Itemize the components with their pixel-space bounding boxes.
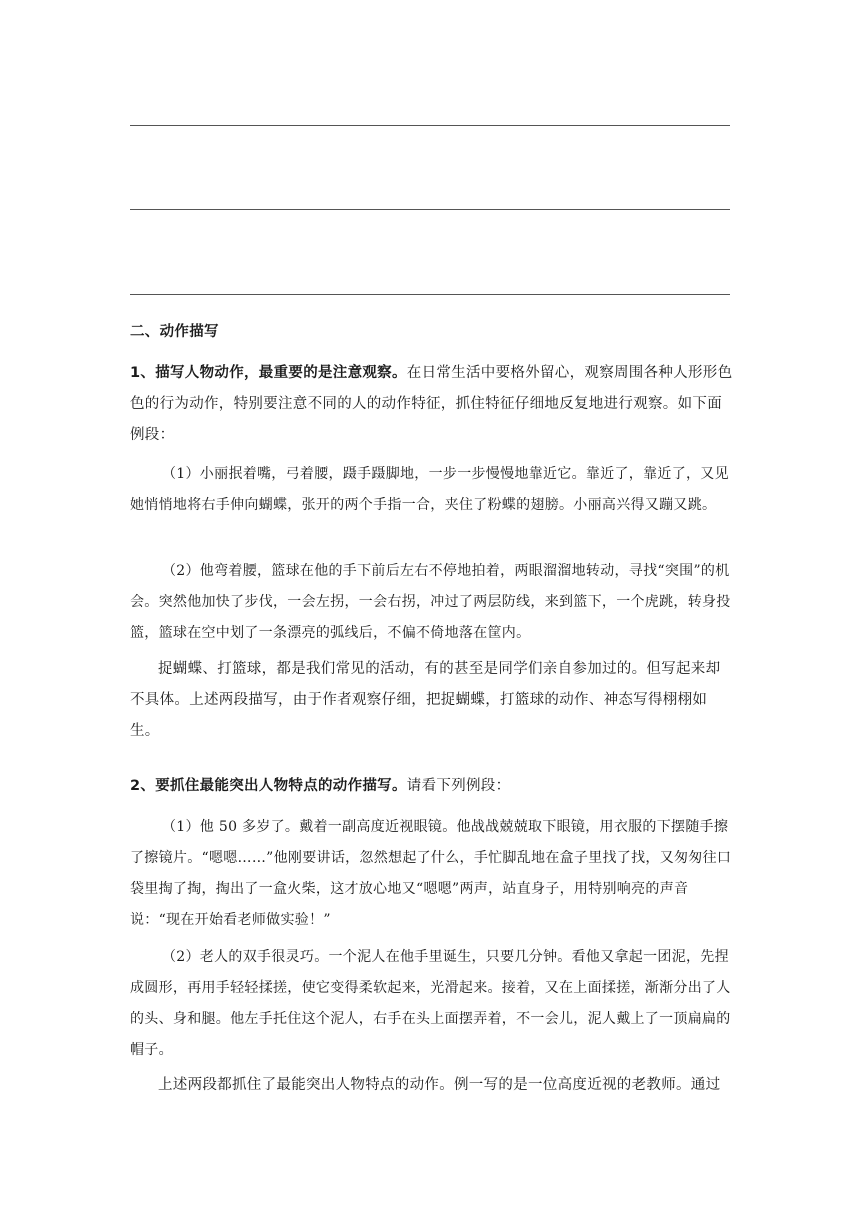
example-paragraph: （2）老人的双手很灵巧。一个泥人在他手里诞生，只要几分钟。看他又拿起一团泥，先捏成圆形，再用手轻轻揉搓，使它变得柔软起来，光滑起来。接着，又在上面揉搓，渐渐分出了人的头、身和腿。他左手托住这个泥人，右手在头上面摆弄着，不一会儿，泥人戴上了一顶扁扁的帽子。: [130, 949, 731, 1058]
answer-line: [130, 209, 730, 210]
point-1-paragraph: [130, 358, 735, 451]
summary-paragraph: 捉蝴蝶、打篮球，都是我们常见的活动，有的甚至是同学们亲自参加过的。但写起来却不具体。上述两段描写，由于作者观察仔细，把捉蝴蝶，打篮球的动作、神态写得栩栩如生。: [130, 661, 721, 739]
point-2-text: 请看下列例段：: [406, 778, 511, 794]
section-heading: 二、动作描写: [130, 324, 219, 340]
example-paragraph: （1）小丽抿着嘴，弓着腰，蹑手蹑脚地，一步一步慢慢地靠近它。靠近了，靠近了，又见她悄悄地将右手伸向蝴蝶，张开的两个手指一合，夹住了粉蝶的翅膀。小丽高兴得又蹦又跳。: [130, 466, 729, 513]
point-2-lead: 2、要抓住最能突出人物特点的动作描写。: [130, 778, 407, 794]
point-1-lead: 1、描写人物动作，最重要的是注意观察。: [130, 365, 407, 381]
point-2-paragraph: [130, 771, 735, 802]
example-paragraph: （2）他弯着腰，篮球在他的手下前后左右不停地拍着，两眼溜溜地转动，寻找“突围”的机会。突然他加快了步伐，一会左拐，一会右拐，冲过了两层防线，来到篮下，一个虎跳，转身投篮，篮球在空中划了一条漂亮的弧线后，不偏不倚地落在筐内。: [130, 563, 731, 641]
point-1-text: 在日常生活中要格外留心，观察周围各种人形形色色的行为动作，特别要注意不同的人的动作特征，抓住特征仔细地反复地进行观察。如下面例段：: [130, 365, 733, 443]
answer-line: [130, 125, 730, 126]
example-paragraph: （1）他 50 多岁了。戴着一副高度近视眼镜。他战战兢兢取下眼镜，用衣服的下摆随手擦了擦镜片。“嗯嗯……”他刚要讲话，忽然想起了什么，手忙脚乱地在盒子里找了找，又匆匆往口袋里掏了掏，掏出了一盒火柴，这才放心地又“嗯嗯”两声，站直身子，用特别响亮的声音说：“现在开始看老师做实验！”: [130, 819, 732, 928]
summary-paragraph: 上述两段都抓住了最能突出人物特点的动作。例一写的是一位高度近视的老教师。通过: [158, 1077, 721, 1093]
answer-line: [130, 294, 730, 295]
